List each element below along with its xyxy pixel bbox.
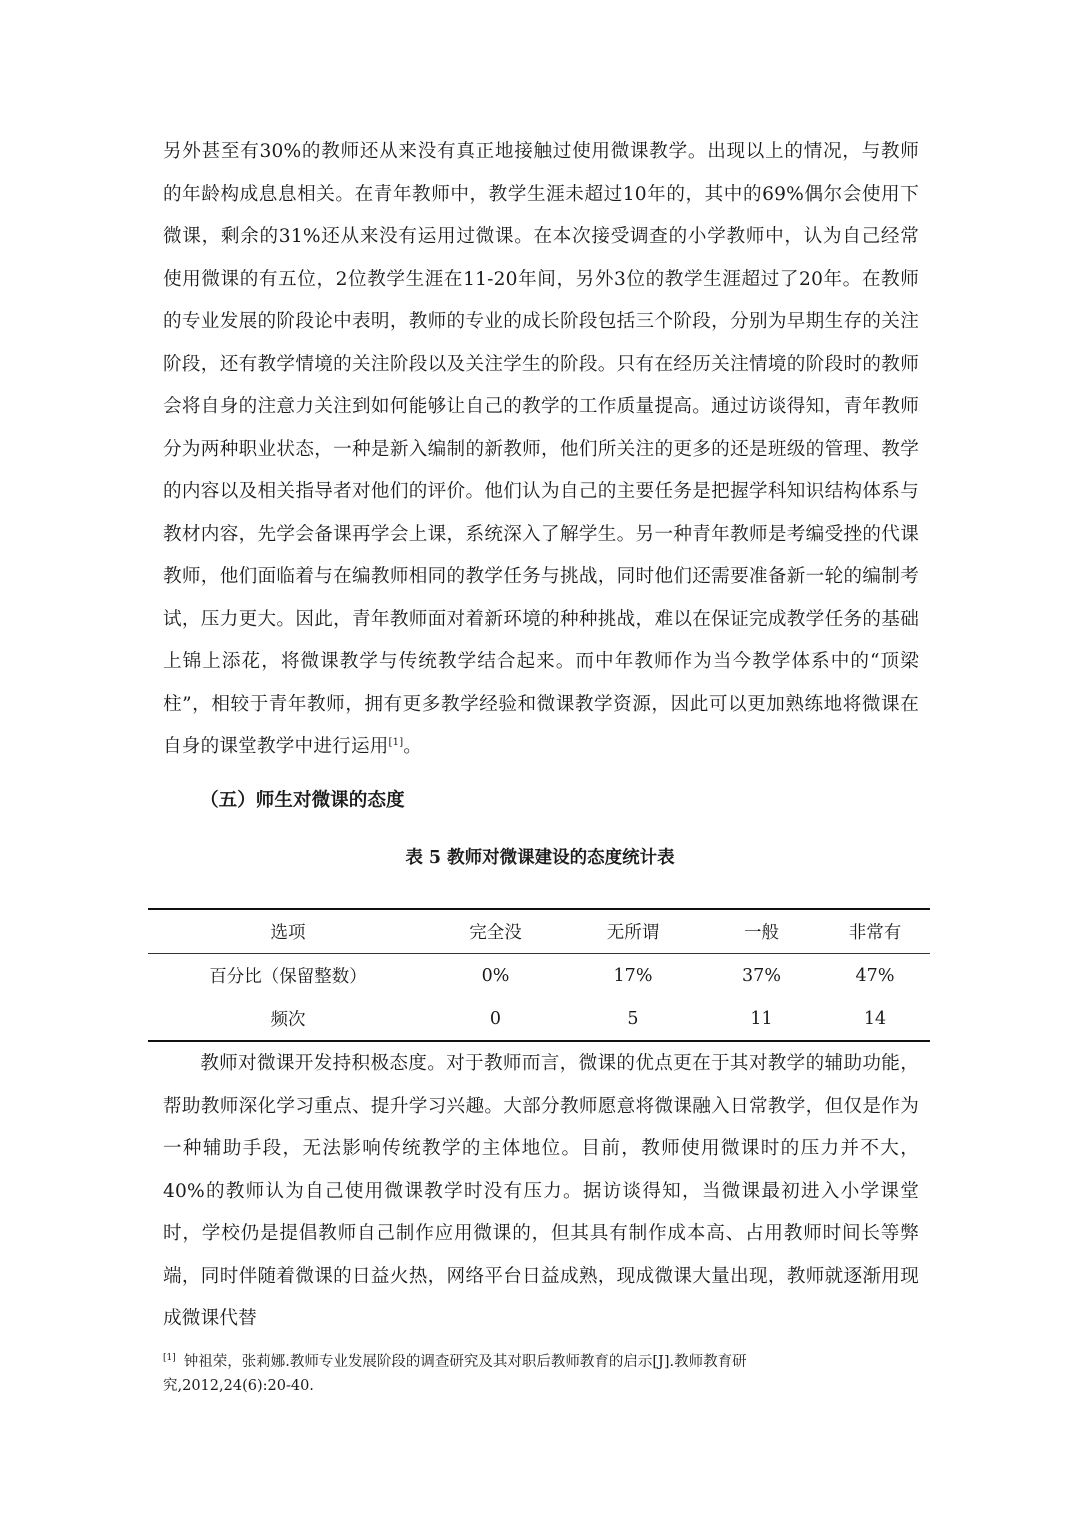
paragraph-1-text: 另外甚至有30%的教师还从来没有真正地接触过使用微课教学。出现以上的情况，与教师的年龄构成息息相关。在青年教师中，教学生涯未超过10年的，其中的69%偶尔会使用下微课，剩余的31%还从来没有运用过微课。在本次接受调查的小学教师中，认为自己经常使用微课的有五位，2位教学生涯在11-20年间，另外3位的教学生涯超过了20年。在教师的专业发展的阶段论中表明，教师的专业的成长阶段包括三个阶段，分别为早期生存的关注阶段，还有教学情境的关注阶段以及关注学生的阶段。只有在经历关注情境的阶段时的教师会将自身的注意力关注到如何能够让自己的教学的工作质量提高。通过访谈得知，青年教师分为两种职业状态，一种是新入编制的新教师，他们所关注的更多的还是班级的管理、教学的内容以及相关指导者对他们的评价。他们认为自己的主要任务是把握学科知识结构体系与教材内容，先学会备课再学会上课，系统深入了解学生。另一种青年教师是考编受挫的代课教师，他们面临着与在编教师相同的教学任务与挑战，同时他们还需要准备新一轮的编制考试，压力更大。因此，青年教师面对着新环境的种种挑战，难以在保证完成教学任务的基础上锦上添花，将微课教学与传统教学结合起来。而中年教师作为当今教学体系中的“顶梁柱”，相较于青年教师，拥有更多教学经验和微课教学资源，因此可以更加熟练地将微课在自身的课堂教学中进行运用: [163, 141, 919, 757]
table-cell: 47%: [855, 965, 895, 986]
table-header-cell: 一般: [744, 923, 779, 943]
paragraph-1-end: 。: [403, 736, 423, 757]
table-header-cell: 无所谓: [606, 923, 660, 943]
attitude-stats-table: [148, 908, 930, 1042]
table-cell: 百分比（保留整数）: [209, 967, 367, 987]
body-paragraph-1: [163, 131, 919, 769]
footnote-reference[interactable]: [1]: [388, 736, 404, 748]
table-header-row: [148, 909, 930, 954]
table-header-cell: 完全没: [469, 923, 522, 943]
table-cell: 14: [863, 1008, 887, 1029]
table-cell: 频次: [270, 1010, 306, 1030]
table-cell: 37%: [742, 965, 781, 986]
footnote-text: 钟祖荣，张莉娜.教师专业发展阶段的调查研究及其对职后教师教育的启示[J].教师教育研究,2012,24(6):20-40.: [163, 1354, 747, 1394]
table-cell: 11: [750, 1008, 773, 1029]
table-cell: 5: [627, 1008, 639, 1029]
section-heading: （五）师生对微课的态度: [200, 790, 405, 811]
body-paragraph-2: 教师对微课开发持积极态度。对于教师而言，微课的优点更在于其对教学的辅助功能，帮助教师深化学习重点、提升学习兴趣。大部分教师愿意将微课融入日常教学，但仅是作为一种辅助手段，无法影响传统教学的主体地位。目前，教师使用微课时的压力并不大，40%的教师认为自己使用微课教学时没有压力。据访谈得知，当微课最初进入小学课堂时，学校仍是提倡教师自己制作应用微课的，但其具有制作成本高、占用教师时间长等弊端，同时伴随着微课的日益火热，网络平台日益成熟，现成微课大量出现，教师就逐渐用现成微课代替: [163, 1053, 919, 1329]
table-header-cell: 非常有: [848, 923, 902, 943]
table-header-cell: 选项: [270, 923, 306, 943]
table-row: [148, 954, 930, 998]
table-caption: 表 5 教师对微课建设的态度统计表: [405, 848, 675, 868]
table-row: [148, 997, 930, 1041]
table-cell: 0: [489, 1008, 502, 1029]
footnote: [163, 1350, 863, 1398]
table-cell: 0%: [481, 965, 510, 986]
footnote-mark: [1]: [163, 1353, 176, 1364]
table-cell: 17%: [613, 965, 653, 986]
